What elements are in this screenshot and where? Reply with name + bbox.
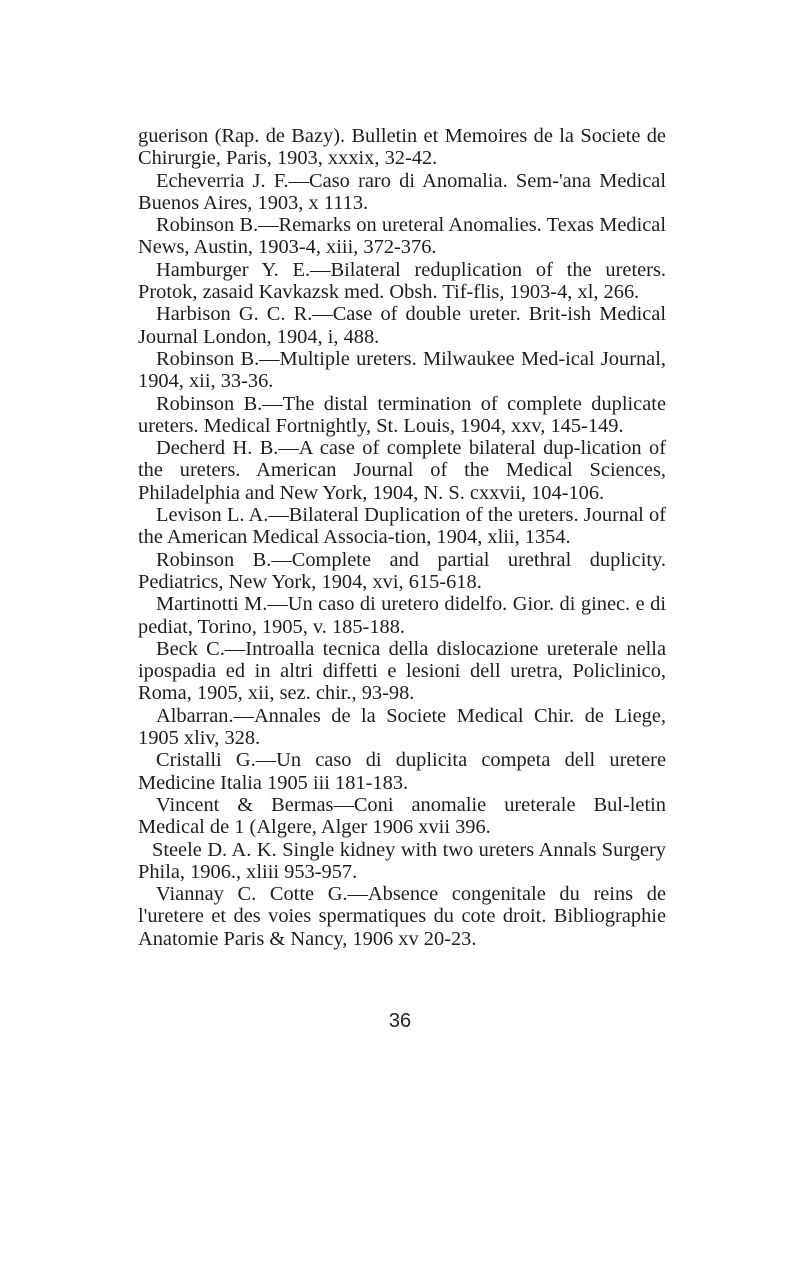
- bibliography-entry: Harbison G. C. R.—Case of double ureter. Brit-ish Medical Journal London, 1904, i, 488.: [138, 303, 666, 348]
- bibliography-entry: Vincent & Bermas—Coni anomalie ureterale Bul-letin Medical de 1 (Algere, Alger 1906 xvii 396.: [138, 793, 666, 839]
- bibliography-entry: Robinson B.—Complete and partial urethral duplicity. Pediatrics, New York, 1904, xvi, 615-618.: [138, 548, 666, 593]
- bibliography-entry: Cristalli G.—Un caso di duplicita competa dell uretere Medicine Italia 1905 iii 181-183.: [138, 749, 666, 794]
- bibliography-entry: Echeverria J. F.—Caso raro di Anomalia. Sem-'ana Medical Buenos Aires, 1903, x 1113.: [138, 169, 666, 214]
- bibliography-entry: Hamburger Y. E.—Bilateral reduplication of the ureters. Protok, zasaid Kavkazsk med. Obsh. Tif-flis, 1903-4, xl, 266.: [138, 258, 666, 304]
- bibliography-list: [138, 125, 666, 950]
- bibliography-entry: Steele D. A. K. Single kidney with two ureters Annals Surgery Phila, 1906., xliii 953-957.: [138, 838, 666, 883]
- bibliography-entry: Albarran.—Annales de la Societe Medical Chir. de Liege, 1905 xliv, 328.: [138, 704, 666, 750]
- bibliography-entry: Martinotti M.—Un caso di uretero didelfo. Gior. di ginec. e di pediat, Torino, 1905, v. 185-188.: [138, 593, 666, 638]
- bibliography-entry: Beck C.—Introalla tecnica della dislocazione ureterale nella ipospadia ed in altri diffetti e lesioni dell uretra, Policlinico, Roma, 1905, xii, sez. chir., 93-98.: [138, 637, 666, 705]
- bibliography-entry: Decherd H. B.—A case of complete bilateral dup-lication of the ureters. American Journal of the Medical Sciences, Philadelphia and New York, 1904, N. S. cxxvii, 104-106.: [138, 437, 666, 504]
- bibliography-entry: Robinson B.—Multiple ureters. Milwaukee Med-ical Journal, 1904, xii, 33-36.: [138, 347, 666, 393]
- bibliography-entry: Robinson B.—The distal termination of complete duplicate ureters. Medical Fortnightly, St. Louis, 1904, xxv, 145-149.: [138, 392, 666, 437]
- bibliography-entry: Viannay C. Cotte G.—Absence congenitale du reins de l'uretere et des voies spermatiques du cote droit. Bibliographie Anatomie Paris & Nancy, 1906 xv 20-23.: [138, 883, 666, 950]
- page-number: 36: [388, 1010, 412, 1032]
- bibliography-entry: guerison (Rap. de Bazy). Bulletin et Memoires de la Societe de Chirurgie, Paris, 1903, xxxix, 32-42.: [138, 125, 666, 170]
- bibliography-entry: Levison L. A.—Bilateral Duplication of the ureters. Journal of the American Medical Associa-tion, 1904, xlii, 1354.: [138, 504, 666, 549]
- bibliography-entry: Robinson B.—Remarks on ureteral Anomalies. Texas Medical News, Austin, 1903-4, xiii, 372-376.: [138, 214, 666, 259]
